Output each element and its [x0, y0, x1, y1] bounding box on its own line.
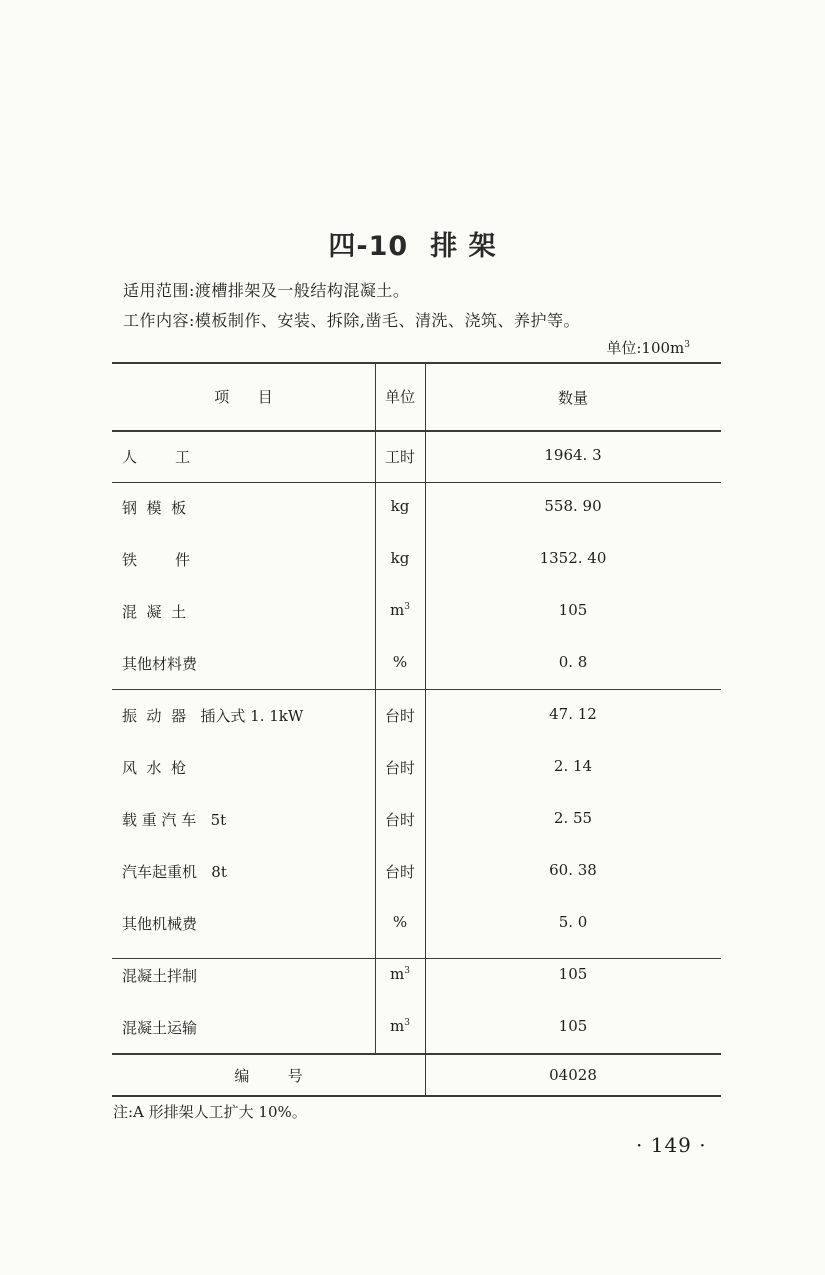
table-group-rule	[112, 689, 721, 690]
row-unit: kg	[390, 497, 410, 515]
row-qty: 105	[558, 965, 588, 983]
row-item: 人 工	[122, 448, 191, 466]
row-qty: 47. 12	[549, 705, 597, 723]
footnote: 注:A 形排架人工扩大 10%。	[113, 1103, 307, 1121]
row-qty: 60. 38	[549, 861, 597, 879]
row-unit: %	[392, 653, 408, 671]
row-qty: 2. 55	[553, 809, 593, 827]
row-item: 载 重 汽 车 5t	[122, 811, 227, 829]
footer-value: 04028	[549, 1066, 597, 1084]
row-qty: 2. 14	[553, 757, 593, 775]
header-item: 项 目	[214, 388, 273, 406]
row-unit: 工时	[384, 448, 415, 466]
table-column-divider	[425, 363, 426, 1095]
header-qty: 数量	[557, 389, 588, 407]
row-qty: 105	[558, 601, 588, 619]
row-unit: %	[392, 913, 408, 931]
unit-note: 单位$:100m^3$	[606, 339, 690, 357]
row-qty: 558. 90	[544, 497, 602, 515]
page-number: · 149 ·	[636, 1133, 707, 1157]
table-header-rule	[112, 430, 721, 432]
row-unit: 台时	[384, 759, 415, 777]
row-qty: 1352. 40	[539, 549, 607, 567]
row-qty: 5. 0	[558, 913, 588, 931]
row-unit: $m^3$	[390, 965, 410, 983]
table-group-rule	[112, 958, 721, 959]
row-item: 其他机械费	[122, 915, 198, 933]
row-unit: $m^3$	[390, 1017, 410, 1035]
section-number: 四-10	[328, 231, 409, 262]
row-item: 振 动 器 插入式 1. 1kW	[122, 707, 304, 725]
scope-text: 适用范围:渡槽排架及一般结构混凝土。	[123, 281, 410, 300]
row-item: 风 水 枪	[122, 759, 187, 777]
row-unit: 台时	[384, 707, 415, 725]
row-item: 汽车起重机 8t	[122, 863, 227, 881]
table-group-rule	[112, 482, 721, 483]
header-unit: 单位	[384, 388, 415, 406]
page-title	[0, 224, 825, 263]
row-qty: 1964. 3	[544, 446, 602, 464]
section-name: 排 架	[430, 231, 497, 262]
footer-label: 编 号	[234, 1067, 303, 1085]
row-item: 混凝土拌制	[122, 967, 198, 985]
row-unit: 台时	[384, 811, 415, 829]
table-footer-rule	[112, 1053, 721, 1055]
row-item: 钢 模 板	[122, 499, 187, 517]
row-item: 混凝土运输	[122, 1019, 198, 1037]
row-item: 铁 件	[122, 551, 191, 569]
table-top-rule	[112, 362, 721, 364]
row-qty: 0. 8	[558, 653, 588, 671]
row-item: 混 凝 土	[122, 603, 187, 621]
row-qty: 105	[558, 1017, 588, 1035]
work-content-text: 工作内容:模板制作、安装、拆除,凿毛、清洗、浇筑、养护等。	[123, 311, 580, 330]
row-item: 其他材料费	[122, 655, 198, 673]
row-unit: $m^3$	[390, 601, 410, 619]
table-bottom-rule	[112, 1095, 721, 1097]
row-unit: 台时	[384, 863, 415, 881]
row-unit: kg	[390, 549, 410, 567]
